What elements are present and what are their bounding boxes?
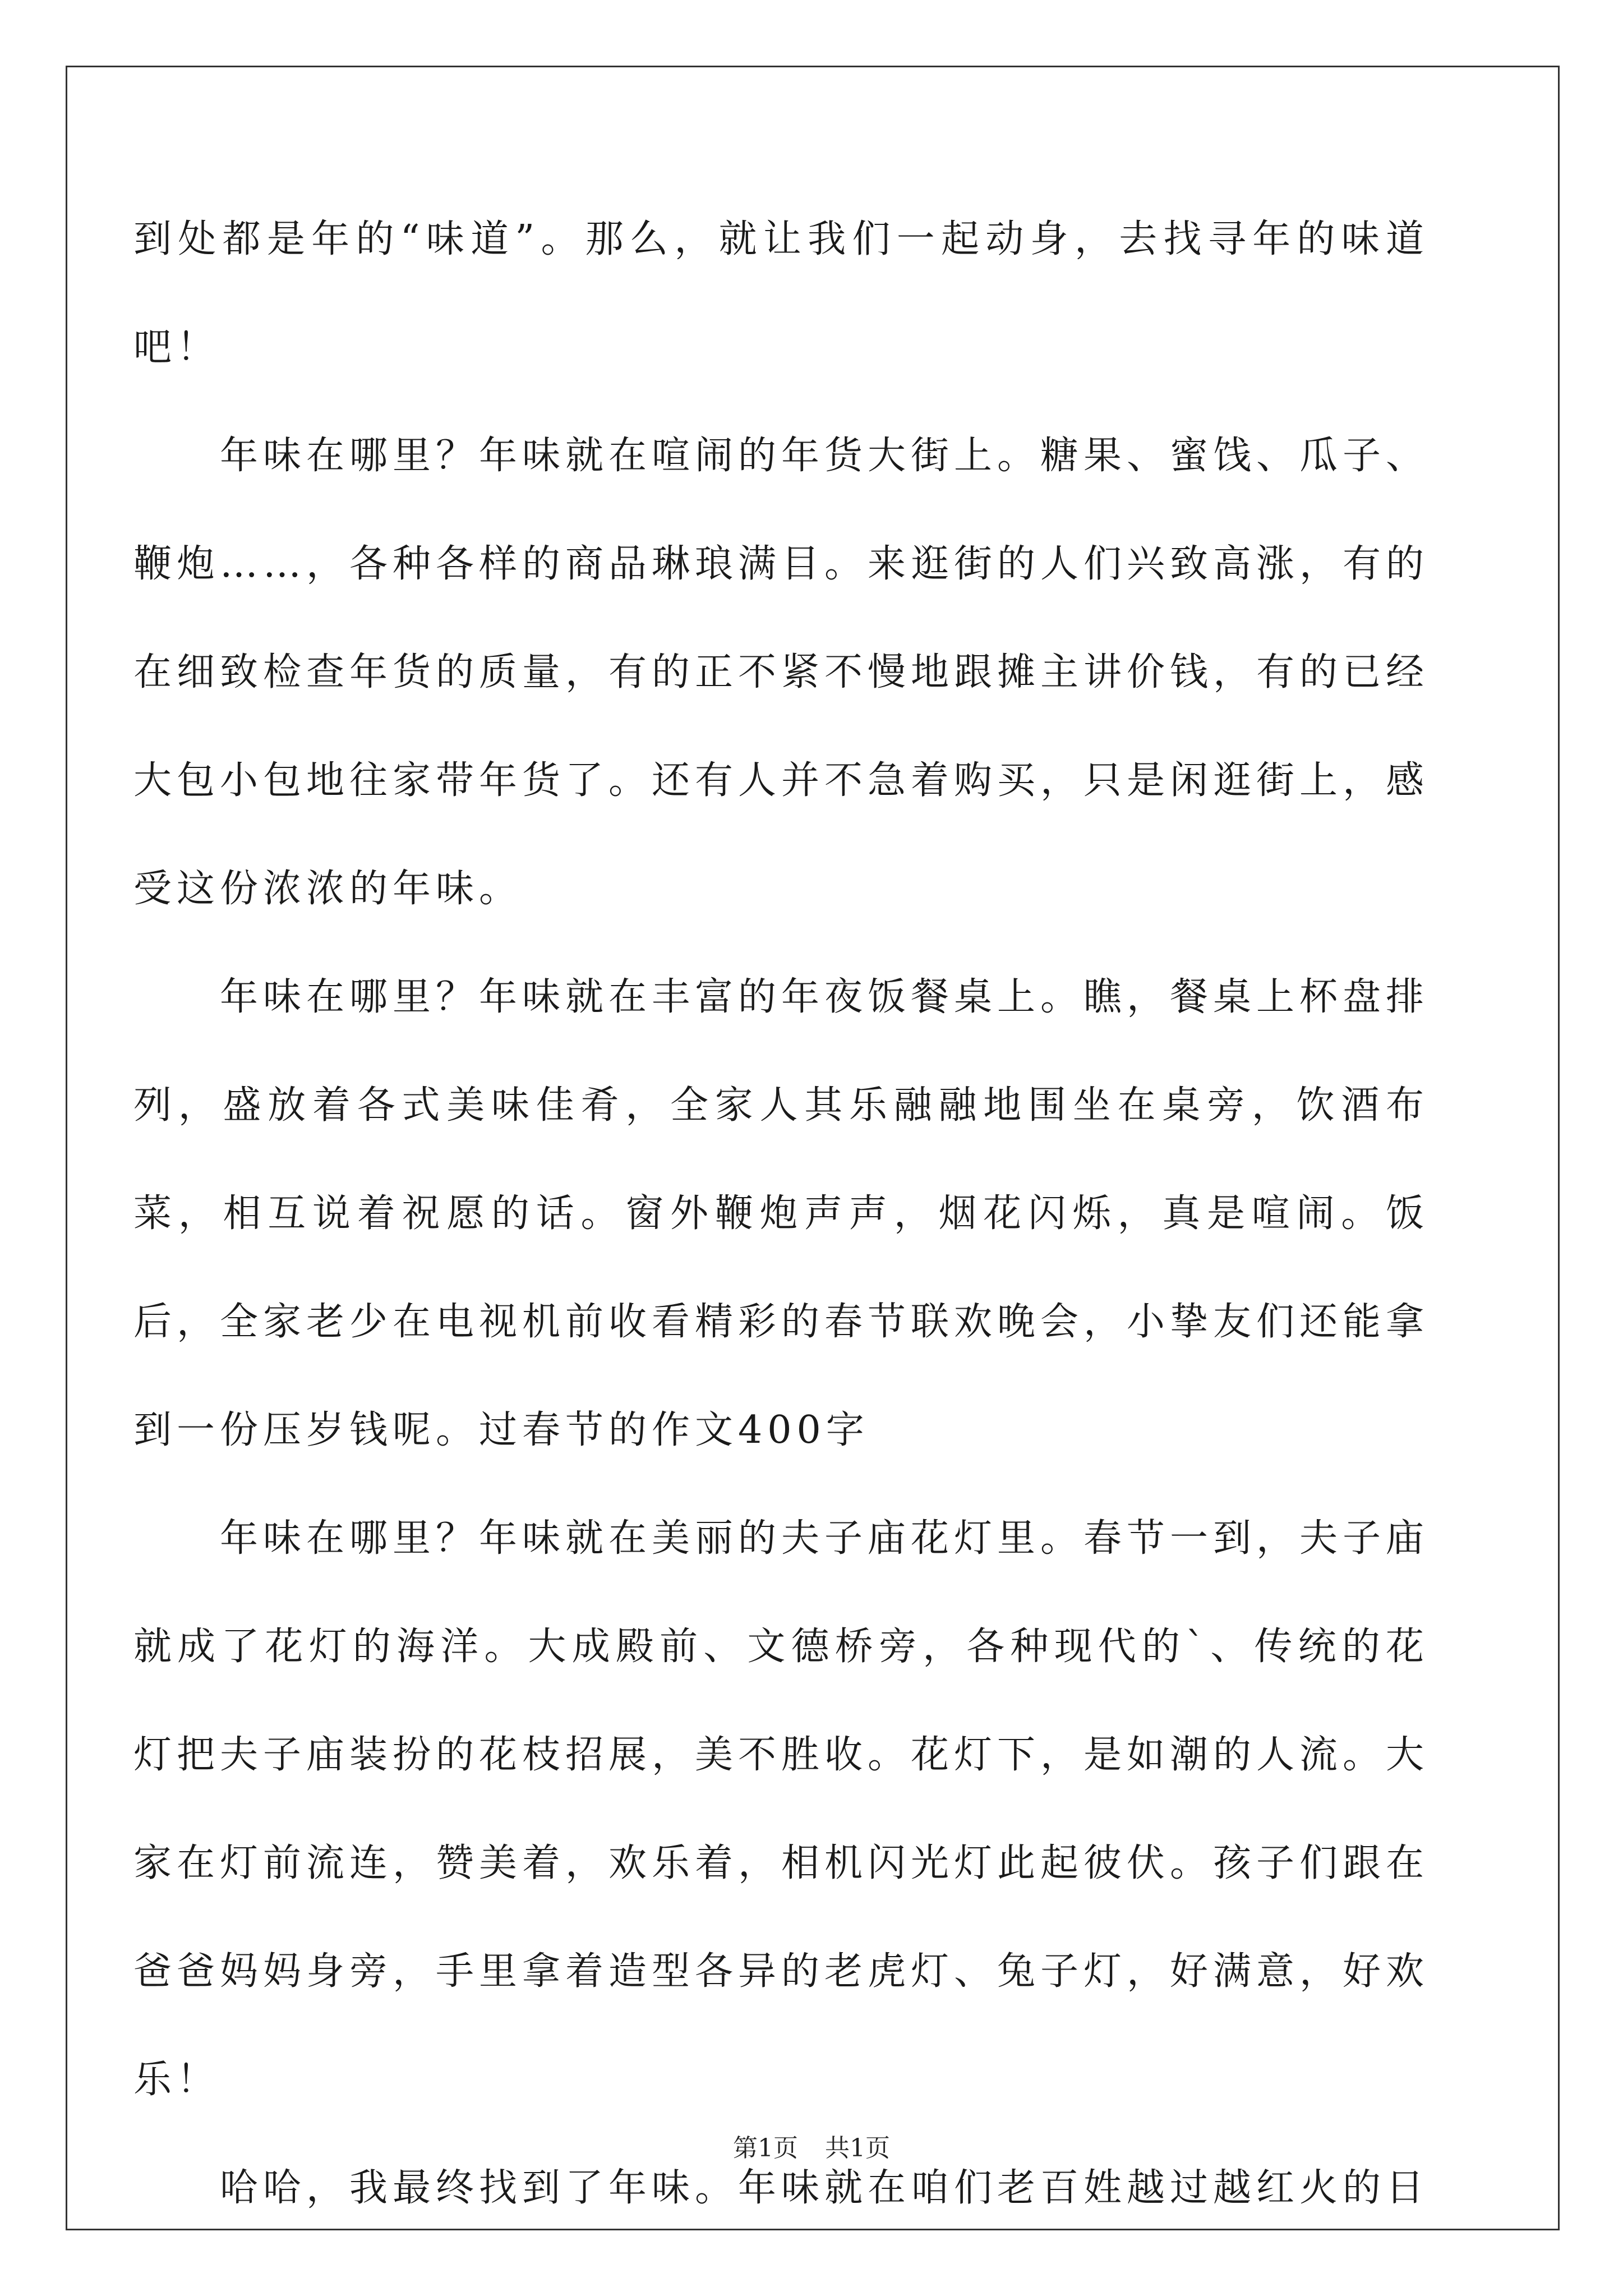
page-footer xyxy=(0,2132,1623,2165)
paragraph-3: 年味在哪里？年味就在丰富的年夜饭餐桌上。瞧，餐桌上杯盘排列，盛放着各式美味佳肴，全家人其乐融融地围坐在桌旁，饮酒布菜，相互说着祝愿的话。窗外鞭炮声声，烟花闪烁，真是喧闹。饭后，全家老少在电视机前收看精彩的春节联欢晚会，小挚友们还能拿到一份压岁钱呢。过春节的作文400字 xyxy=(133,975,1430,1452)
paragraph-1: 到处都是年的“味道”。那么，就让我们一起动身，去找寻年的味道吧！ xyxy=(133,217,1429,370)
paragraph-2: 年味在哪里？年味就在喧闹的年货大街上。糖果、蜜饯、瓜子、鞭炮……，各种各样的商品琳琅满目。来逛街的人们兴致高涨，有的在细致检查年货的质量，有的正不紧不慢地跟摊主讲价钱，有的已经大包小包地往家带年货了。还有人并不急着购买，只是闲逛街上，感受这份浓浓的年味。 xyxy=(133,434,1430,911)
paragraph-5: 哈哈，我最终找到了年味。年味就在咱们老百姓越过越红火的日 xyxy=(220,2166,1430,2210)
total-pages: 共1页 xyxy=(825,2134,890,2162)
page-number: 第1页 xyxy=(733,2134,798,2162)
document-body xyxy=(133,185,1429,2242)
paragraph-4: 年味在哪里？年味就在美丽的夫子庙花灯里。春节一到，夫子庙就成了花灯的海洋。大成殿前、文德桥旁，各种现代的`、传统的花灯把夫子庙装扮的花枝招展，美不胜收。花灯下，是如潮的人流。大家在灯前流连，赞美着，欢乐着，相机闪光灯此起彼伏。孩子们跟在爸爸妈妈身旁，手里拿着造型各异的老虎灯、兔子灯，好满意，好欢乐！ xyxy=(133,1516,1430,2102)
